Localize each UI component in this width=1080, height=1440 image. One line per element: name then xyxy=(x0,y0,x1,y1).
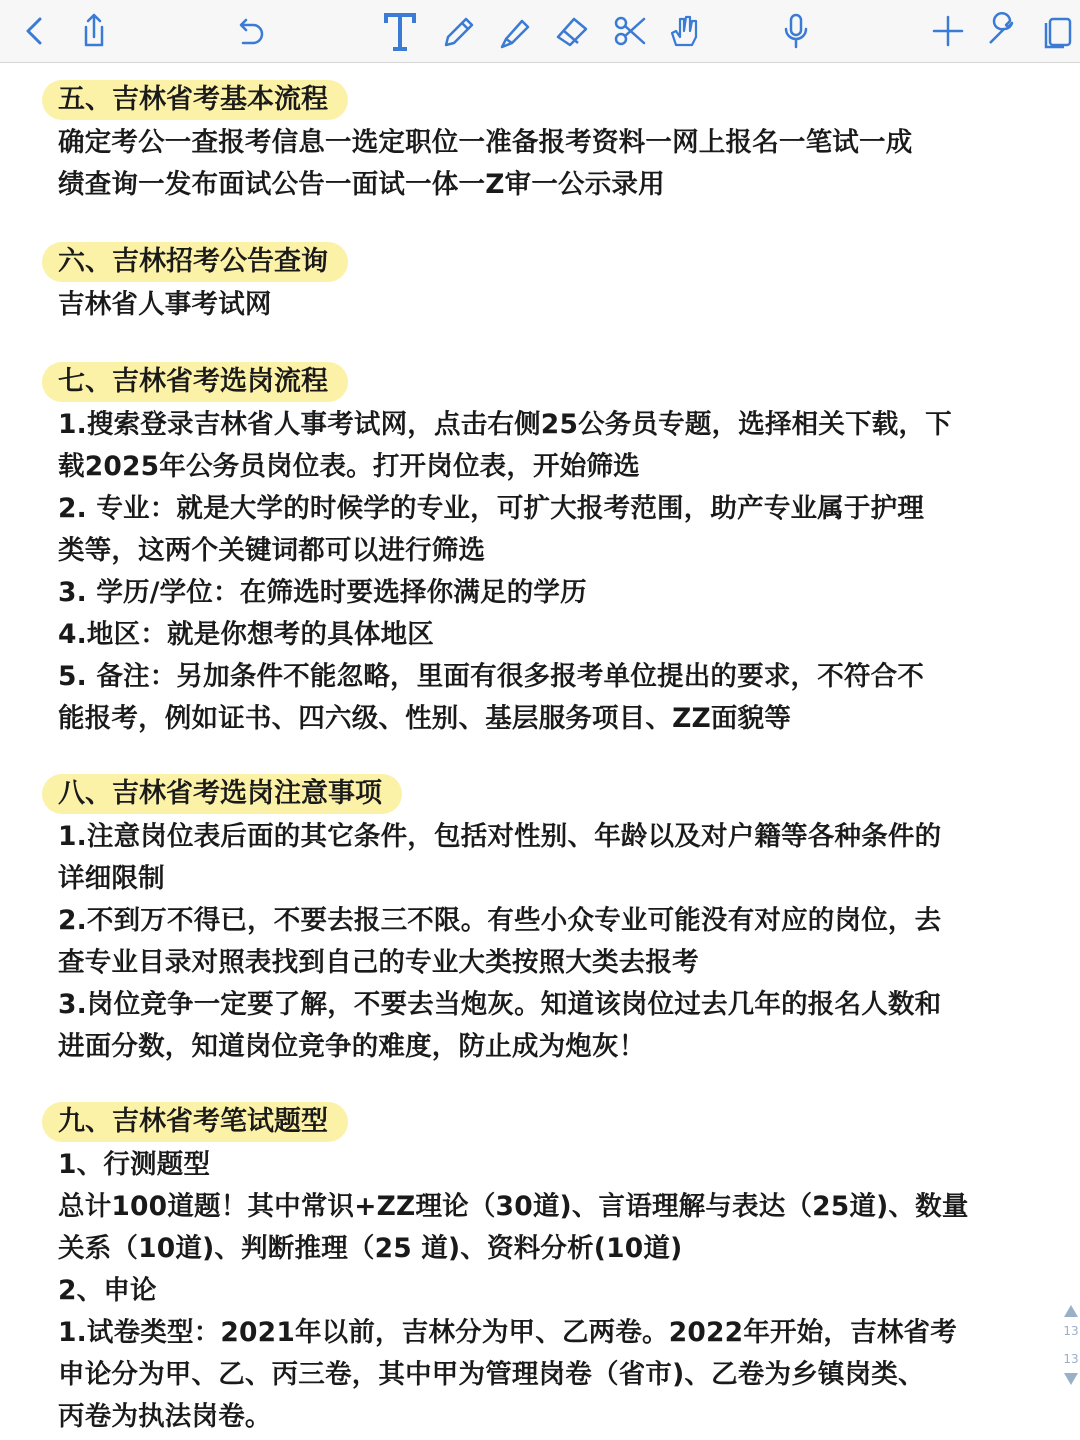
page-up-icon[interactable] xyxy=(1064,1305,1078,1317)
text-line: 1.试卷类型：2021年以前，吉林分为甲、乙两卷。2022年开始，吉林省考 xyxy=(58,1317,957,1348)
text-line: 1.搜索登录吉林省人事考试网，点击右侧25公务员专题，选择相关下载，下 xyxy=(58,409,952,440)
pages-icon[interactable] xyxy=(1034,6,1080,56)
text-line: 3.岗位竞争一定要了解，不要去当炮灰。知道该岗位过去几年的报名人数和 xyxy=(58,989,942,1020)
text-line: 2. 专业：就是大学的时候学的专业，可扩大报考范围，助产专业属于护理 xyxy=(58,493,925,524)
section-body xyxy=(58,284,1038,326)
section-heading: 九、吉林省考笔试题型 xyxy=(42,1102,348,1142)
current-page-number: 13 xyxy=(1063,1324,1079,1338)
section-body xyxy=(58,1144,1038,1438)
eraser-icon[interactable] xyxy=(548,6,596,56)
scissors-icon[interactable] xyxy=(606,6,654,56)
highlighter-icon[interactable] xyxy=(490,6,538,56)
note-page xyxy=(0,62,1080,1440)
wrench-icon[interactable] xyxy=(978,6,1026,56)
pen-icon[interactable] xyxy=(434,6,482,56)
text-line: 总计100道题！其中常识+ZZ理论（30道)、言语理解与表达（25道)、数量 xyxy=(58,1191,969,1222)
text-line: 确定考公一查报考信息一选定职位一准备报考资料一网上报名一笔试一成 xyxy=(58,127,913,158)
text-line: 2、申论 xyxy=(58,1275,157,1306)
toolbar xyxy=(0,0,1080,63)
section-heading: 五、吉林省考基本流程 xyxy=(42,80,348,120)
text-line: 1、行测题型 xyxy=(58,1149,211,1180)
text-line: 3. 学历/学位：在筛选时要选择你满足的学历 xyxy=(58,577,587,608)
hand-icon[interactable] xyxy=(660,6,708,56)
total-page-number: 13 xyxy=(1063,1352,1079,1366)
back-icon[interactable] xyxy=(10,6,58,56)
text-line: 载2025年公务员岗位表。打开岗位表，开始筛选 xyxy=(58,451,640,482)
text-line: 吉林省人事考试网 xyxy=(58,289,272,320)
section-body xyxy=(58,816,1038,1068)
text-line: 类等，这两个关键词都可以进行筛选 xyxy=(58,535,486,566)
text-line: 关系（10道)、判断推理（25 道)、资料分析(10道) xyxy=(58,1233,683,1264)
text-tool-icon[interactable] xyxy=(376,6,424,56)
section-body xyxy=(58,122,1038,206)
text-line: 丙卷为执法岗卷。 xyxy=(58,1401,272,1432)
section-body xyxy=(58,404,1038,740)
text-line: 1.注意岗位表后面的其它条件，包括对性别、年龄以及对户籍等各种条件的 xyxy=(58,821,942,852)
section-heading: 六、吉林招考公告查询 xyxy=(42,242,348,282)
share-icon[interactable] xyxy=(70,6,118,56)
add-icon[interactable] xyxy=(924,6,972,56)
text-line: 4.地区：就是你想考的具体地区 xyxy=(58,619,435,650)
undo-icon[interactable] xyxy=(225,6,273,56)
text-line: 进面分数，知道岗位竞争的难度，防止成为炮灰！ xyxy=(58,1031,646,1062)
microphone-icon[interactable] xyxy=(772,6,820,56)
text-line: 能报考，例如证书、四六级、性别、基层服务项目、ZZ面貌等 xyxy=(58,703,792,734)
text-line: 查专业目录对照表找到自己的专业大类按照大类去报考 xyxy=(58,947,699,978)
text-line: 详细限制 xyxy=(58,863,165,894)
text-line: 绩查询一发布面试公告一面试一体一Z审一公示录用 xyxy=(58,169,665,200)
text-line: 申论分为甲、乙、丙三卷，其中甲为管理岗卷（省市)、乙卷为乡镇岗类、 xyxy=(58,1359,925,1390)
page-down-icon[interactable] xyxy=(1064,1373,1078,1385)
text-line: 5. 备注：另加条件不能忽略，里面有很多报考单位提出的要求，不符合不 xyxy=(58,661,925,692)
section-heading: 七、吉林省考选岗流程 xyxy=(42,362,348,402)
page-scroll-indicator[interactable] xyxy=(1062,1305,1080,1410)
section-heading: 八、吉林省考选岗注意事项 xyxy=(42,774,402,814)
text-line: 2.不到万不得已，不要去报三不限。有些小众专业可能没有对应的岗位，去 xyxy=(58,905,942,936)
